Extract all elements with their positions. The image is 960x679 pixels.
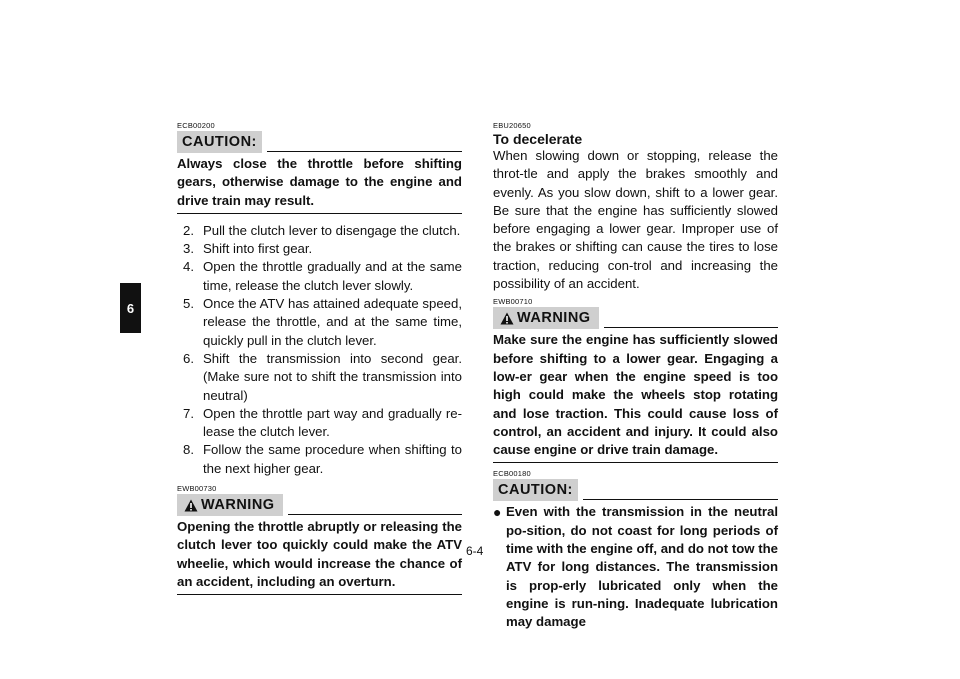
section-title: To decelerate (493, 131, 583, 147)
section-code: EBU20650 (493, 121, 531, 130)
caution-code: ECB00180 (493, 469, 531, 479)
caution-code: ECB00200 (177, 121, 215, 130)
list-item: 3. Shift into first gear. (183, 241, 313, 257)
warning-header (493, 307, 778, 329)
list-item: 8. Follow the same procedure when shifting to the next higher gear. (183, 442, 462, 476)
caution-text: Always close the throttle before shifting gears, otherwise damage to the engine and drive train may result. (177, 155, 462, 214)
section-tab: 6 (120, 283, 141, 333)
list-item: 7. Open the throttle part way and gradually re-lease the clutch lever. (183, 405, 462, 440)
header-rule (604, 327, 778, 328)
list-item: 5. Once the ATV has attained adequate speed, release the throttle, and at the same time, quickly pull in the clutch lever. (183, 296, 462, 348)
page-number: 6-4 (466, 544, 484, 558)
list-item: 4. Open the throttle gradually and at the same time, release the clutch lever slowly. (183, 259, 462, 293)
list-item: 2. Pull the clutch lever to disengage the clutch. (183, 222, 461, 238)
warning-code: EWB00730 (177, 484, 217, 494)
warning-text: Make sure the engine has sufficiently slowed before shifting to a lower gear. Engaging a low-er gear when the engine speed is too high could make the wheels stop rotating and lose traction. This could cause loss of control, an accident and injury. It could also cause engine or drive train damage. (493, 331, 778, 463)
bullet-text: Even with the transmission in the neutral po-sition, do not coast for long periods of time with the engine off, and do not tow the ATV for long distances. The transmission is prop-erly lubricated only when the engine is run-ning. Inadequate lubrication may damage (506, 504, 778, 630)
section-paragraph: When slowing down or stopping, release the throt-tle and apply the brakes smoothly and evenly. As you slow down, shift to a lower gear. Be sure that the engine has sufficiently slowed before engaging a lower gear. Improper use of the brakes or shifting can cause the tires to lose traction, reducing con-trol and increasing the possibility of an accident. (493, 148, 778, 292)
warning-text: Opening the throttle abruptly or releasing the clutch lever too quickly could make the ATV wheelie, which would increase the chance of an accident, including an overturn. (177, 518, 462, 595)
warning-code: EWB00710 (493, 297, 533, 307)
right-column (493, 121, 778, 632)
left-column (177, 121, 462, 595)
warning-triangle-icon (184, 499, 198, 512)
header-rule (583, 499, 778, 500)
warning-label (177, 494, 283, 516)
caution-label: CAUTION: (177, 131, 262, 153)
warning-label-text: WARNING (201, 497, 275, 514)
warning-label (493, 307, 599, 329)
list-item: 6. Shift the transmission into second gear. (Make sure not to shift the transmission into neutral) (183, 350, 462, 403)
step-list (177, 222, 462, 478)
warning-header (177, 494, 462, 516)
header-rule (267, 151, 462, 152)
caution-header (493, 479, 778, 501)
caution-bullet (493, 503, 778, 631)
warning-triangle-icon (500, 312, 514, 325)
caution-header (177, 131, 462, 153)
bullet-icon: ● (493, 504, 502, 521)
header-rule (288, 514, 462, 515)
warning-label-text: WARNING (517, 310, 591, 327)
caution-label: CAUTION: (493, 479, 578, 501)
